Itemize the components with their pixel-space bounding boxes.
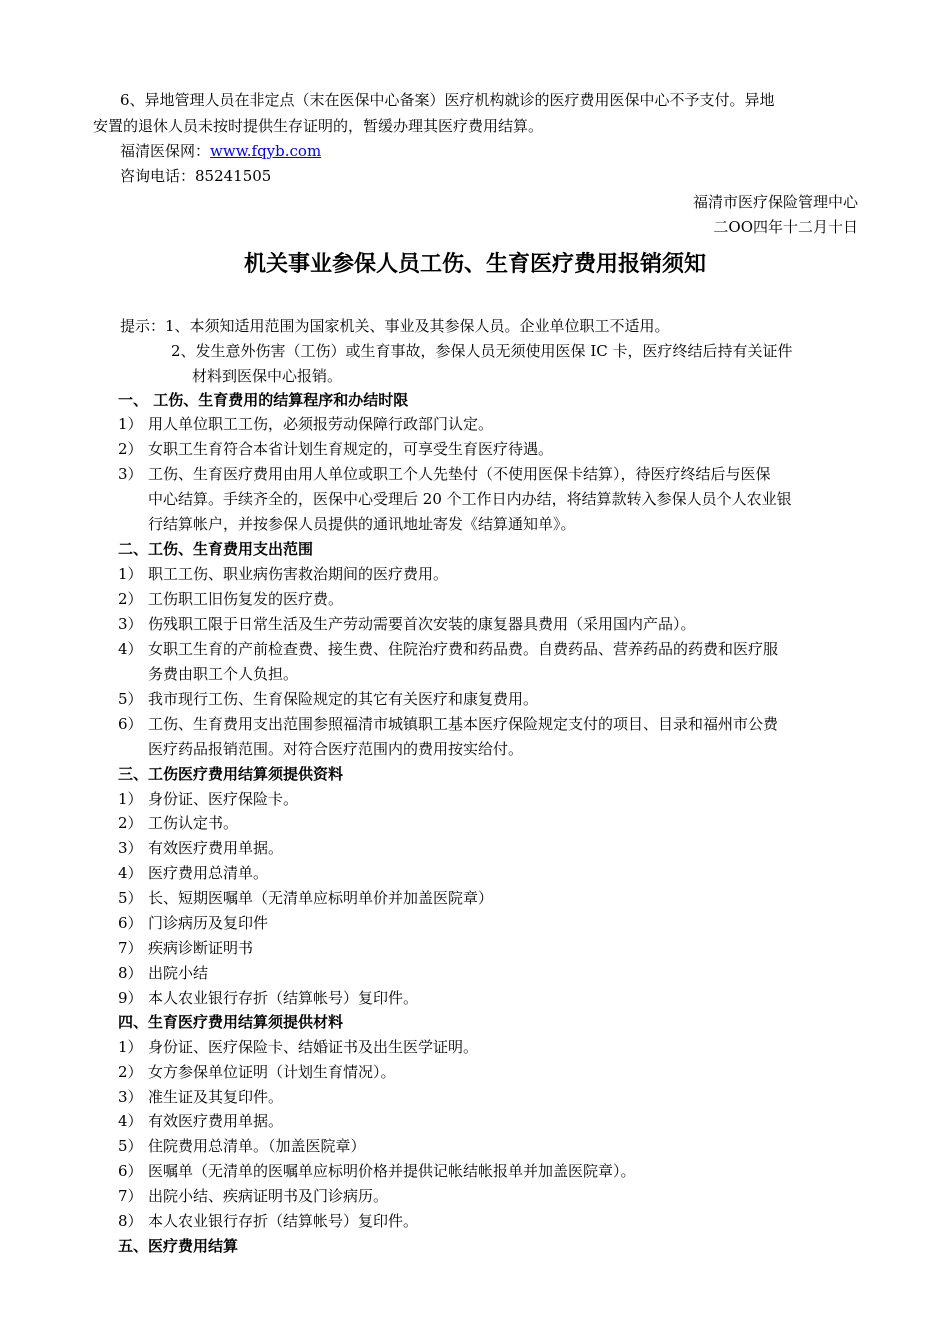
- list-item: 5） 我市现行工伤、生育保险规定的其它有关医疗和康复费用。: [118, 690, 539, 708]
- list-item: 6） 工伤、生育费用支出范围参照福清市城镇职工基本医疗保险规定支付的项目、目录和福州市公费: [118, 715, 779, 733]
- list-item: 1） 用人单位职工工伤，必须报劳动保障行政部门认定。: [118, 415, 494, 433]
- list-item: 3） 工伤、生育医疗费用由用人单位或职工个人先垫付（不使用医保卡结算），待医疗终结后与医保: [118, 465, 771, 483]
- tip-1: 提示：1、本须知适用范围为国家机关、事业及其参保人员。企业单位职工不适用。: [120, 317, 670, 335]
- list-item: 2） 女职工生育符合本省计划生育规定的，可享受生育医疗待遇。: [118, 440, 554, 458]
- issuer: 福清市医疗保险管理中心: [692, 193, 858, 211]
- list-item: 4） 有效医疗费用单据。: [118, 1112, 284, 1130]
- list-item: 7） 疾病诊断证明书: [118, 939, 254, 957]
- issue-date: 二OO四年十二月十日: [713, 218, 858, 236]
- page-title: 机关事业参保人员工伤、生育医疗费用报销须知: [243, 252, 706, 277]
- list-item: 8） 出院小结: [118, 964, 209, 982]
- section-4-heading: 四、生育医疗费用结算须提供材料: [118, 1013, 344, 1031]
- list-item: 1） 身份证、医疗保险卡。: [118, 790, 299, 808]
- list-item: 3） 伤残职工限于日常生活及生产劳动需要首次安装的康复器具费用（采用国内产品）。: [118, 615, 696, 633]
- list-item: 1） 职工工伤、职业病伤害救治期间的医疗费用。: [118, 565, 449, 583]
- list-item: 8） 本人农业银行存折（结算帐号）复印件。: [118, 1212, 419, 1230]
- list-item: 6） 医嘱单（无清单的医嘱单应标明价格并提供记帐结帐报单并加盖医院章）。: [118, 1162, 636, 1180]
- section-1-heading: 一、 工伤、生育费用的结算程序和办结时限: [118, 391, 409, 409]
- tip-2-line2: 材料到医保中心报销。: [192, 367, 343, 385]
- list-item-continuation: 中心结算。手续齐全的，医保中心受理后 20 个工作日内办结，将结算款转入参保人员个人农业银: [148, 490, 792, 508]
- website-link[interactable]: www.fqyb.com: [210, 142, 322, 160]
- list-item: 9） 本人农业银行存折（结算帐号）复印件。: [118, 989, 419, 1007]
- website-line: [120, 141, 321, 161]
- list-item: 5） 住院费用总清单。（加盖医院章）: [118, 1137, 366, 1155]
- section-2-heading: 二、工伤、生育费用支出范围: [118, 540, 314, 558]
- intro-item6-line2: 安置的退休人员未按时提供生存证明的，暂缓办理其医疗费用结算。: [93, 117, 544, 135]
- list-item: 5） 长、短期医嘱单（无清单应标明单价并加盖医院章）: [118, 889, 494, 907]
- website-label: 福清医保网：: [120, 142, 211, 160]
- list-item: 2） 工伤认定书。: [118, 814, 239, 832]
- list-item: 7） 出院小结、疾病证明书及门诊病历。: [118, 1187, 389, 1205]
- list-item: 1） 身份证、医疗保险卡、结婚证书及出生医学证明。: [118, 1038, 479, 1056]
- section-5-heading: 五、医疗费用结算: [118, 1237, 239, 1255]
- list-item-continuation: 务费由职工个人负担。: [148, 665, 299, 683]
- section-3-heading: 三、工伤医疗费用结算须提供资料: [118, 765, 344, 783]
- list-item: 4） 女职工生育的产前检查费、接生费、住院治疗费和药品费。自费药品、营养药品的药费和医疗服: [118, 640, 779, 658]
- list-item-continuation: 行结算帐户，并按参保人员提供的通讯地址寄发《结算通知单》。: [148, 515, 576, 533]
- list-item: 2） 女方参保单位证明（计划生育情况）。: [118, 1063, 396, 1081]
- list-item: 3） 准生证及其复印件。: [118, 1088, 284, 1106]
- intro-item6-line1: 6、异地管理人员在非定点（末在医保中心备案）医疗机构就诊的医疗费用医保中心不予支付。异地: [120, 91, 775, 109]
- list-item-continuation: 医疗药品报销范围。对符合医疗范围内的费用按实给付。: [148, 740, 524, 758]
- list-item: 2） 工伤职工旧伤复发的医疗费。: [118, 590, 344, 608]
- list-item: 4） 医疗费用总清单。: [118, 864, 269, 882]
- tip-2-line1: 2、发生意外伤害（工伤）或生育事故，参保人员无须使用医保 IC 卡，医疗终结后持有关证件: [171, 342, 793, 360]
- list-item: 3） 有效医疗费用单据。: [118, 839, 284, 857]
- phone-line: 咨询电话：85241505: [120, 167, 272, 185]
- list-item: 6） 门诊病历及复印件: [118, 914, 269, 932]
